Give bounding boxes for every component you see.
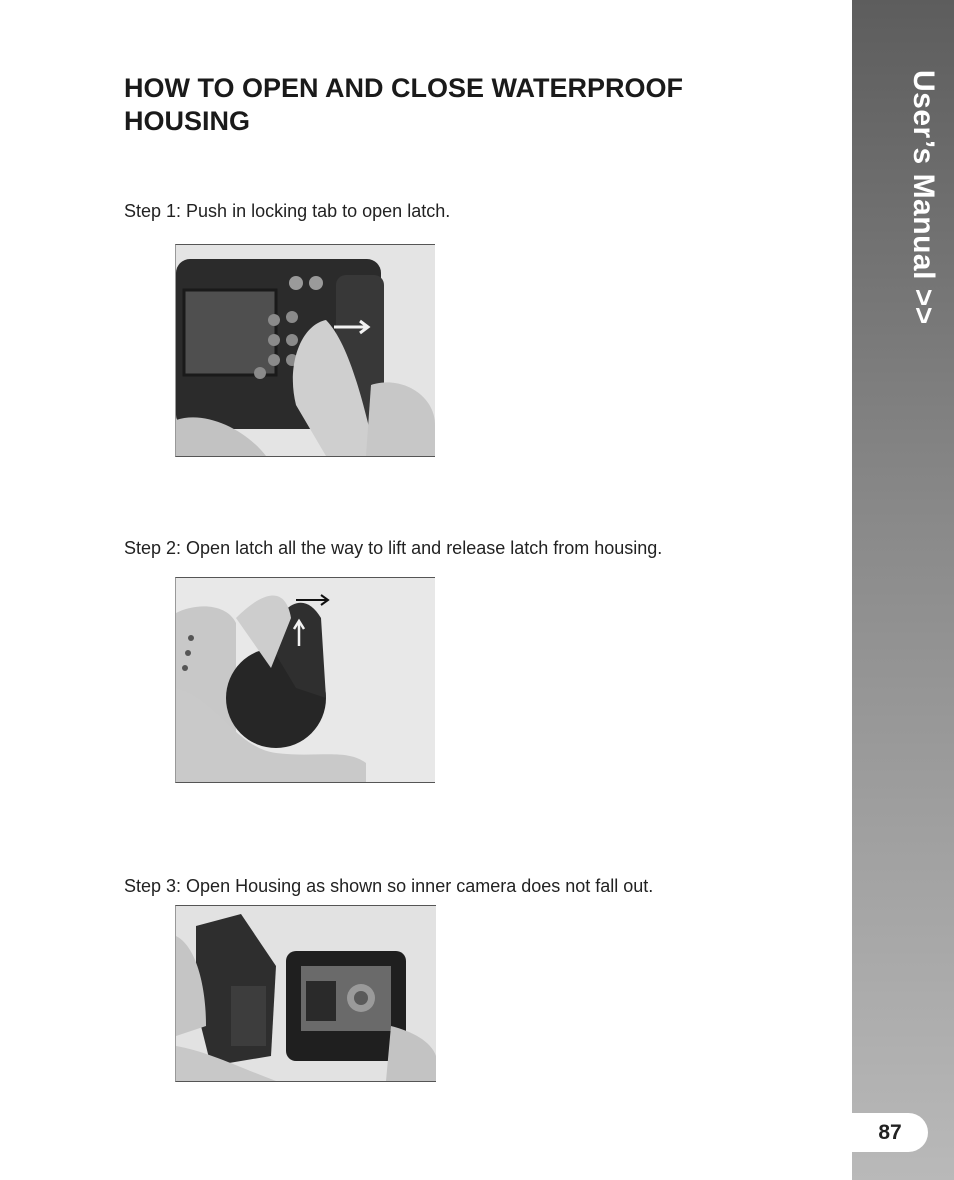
latch-lift-photo bbox=[175, 577, 435, 783]
step-2-text: Step 2: Open latch all the way to lift and release latch from housing. bbox=[124, 538, 663, 558]
camera-housing-latch-photo bbox=[175, 244, 435, 457]
page-title: HOW TO OPEN AND CLOSE WATERPROOF HOUSING bbox=[124, 73, 684, 136]
page-number-badge bbox=[852, 1113, 928, 1152]
open-housing-photo bbox=[175, 905, 436, 1082]
sidebar-band bbox=[852, 0, 954, 1180]
page-number: 87 bbox=[878, 1120, 902, 1144]
step-3-text: Step 3: Open Housing as shown so inner camera does not fall out. bbox=[124, 876, 654, 896]
step-1-text: Step 1: Push in locking tab to open latch. bbox=[124, 201, 451, 221]
sidebar-title: User’s Manual >> bbox=[907, 70, 940, 325]
